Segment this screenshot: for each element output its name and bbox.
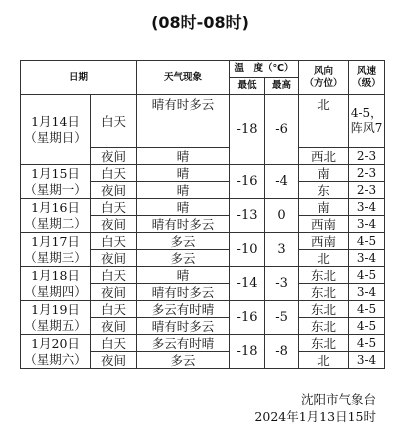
temp-max: -6 — [265, 95, 299, 165]
weather-day: 多云 — [137, 233, 230, 250]
table-row — [21, 267, 385, 284]
period-night: 夜间 — [91, 250, 137, 267]
wind-force-day: 2-3 — [349, 165, 385, 182]
date-cell — [21, 199, 91, 233]
weather-night: 晴 — [137, 182, 230, 199]
temp-max: -5 — [265, 301, 299, 335]
wind-dir-night: 西北 — [299, 148, 349, 165]
weather-day: 多云有时晴 — [137, 301, 230, 318]
period-night: 夜间 — [91, 318, 137, 335]
table-row — [21, 233, 385, 250]
weekday-label: （星期二） — [24, 215, 87, 231]
wind-force-night: 2-3 — [349, 148, 385, 165]
weather-night: 晴有时多云 — [137, 284, 230, 301]
weather-day: 晴 — [137, 267, 230, 284]
wind-dir-night: 北 — [299, 250, 349, 267]
wind-force-day: 3-4 — [349, 199, 385, 216]
header-date: 日期 — [21, 61, 137, 95]
header-wind-direction-line2: （方位） — [304, 77, 343, 89]
date-cell — [21, 267, 91, 301]
period-night: 夜间 — [91, 352, 137, 369]
header-temp-min: 最低 — [230, 78, 265, 95]
wind-dir-day: 东北 — [299, 335, 349, 352]
date-cell — [21, 335, 91, 369]
temp-min: -18 — [230, 335, 265, 369]
period-night: 夜间 — [91, 182, 137, 199]
weather-night: 晴有时多云 — [137, 216, 230, 233]
date-cell — [21, 301, 91, 335]
weather-day: 晴有时多云 — [137, 95, 230, 148]
weekday-label: （星期六） — [24, 351, 87, 367]
weather-night: 晴 — [137, 148, 230, 165]
header-row — [21, 61, 385, 78]
issuer-label: 沈阳市气象台 — [300, 392, 376, 407]
temp-max: -4 — [265, 165, 299, 199]
date-label: 1月15日 — [31, 165, 80, 181]
table-row — [21, 301, 385, 318]
temp-max: -3 — [265, 267, 299, 301]
date-cell — [21, 233, 91, 267]
table-row — [21, 335, 385, 352]
weather-day: 晴 — [137, 165, 230, 182]
wind-dir-night: 北 — [299, 352, 349, 369]
header-wind-direction — [299, 61, 349, 95]
date-label: 1月14日 — [31, 113, 80, 129]
temp-min: -14 — [230, 267, 265, 301]
weather-day: 多云有时晴 — [137, 335, 230, 352]
temp-min: -18 — [230, 95, 265, 165]
wind-dir-day: 东北 — [299, 301, 349, 318]
wind-dir-night: 东北 — [299, 318, 349, 335]
wind-dir-night: 西南 — [299, 216, 349, 233]
period-day: 白天 — [91, 267, 137, 284]
wind-force-day: 4-5 — [349, 267, 385, 284]
weather-night: 晴有时多云 — [137, 318, 230, 335]
temp-min: -13 — [230, 199, 265, 233]
period-day: 白天 — [91, 301, 137, 318]
weekday-label: （星期四） — [24, 283, 87, 299]
forecast-table — [20, 60, 385, 369]
weekday-label: （星期一） — [24, 181, 87, 197]
temp-min: -16 — [230, 165, 265, 199]
period-night: 夜间 — [91, 284, 137, 301]
temp-min: -10 — [230, 233, 265, 267]
wind-force-day: 4-5，阵风7 — [349, 95, 385, 148]
date-label: 1月17日 — [31, 233, 80, 249]
weather-night: 多云 — [137, 352, 230, 369]
weekday-label: （星期日） — [24, 129, 87, 145]
header-wind-direction-line1: 风向 — [314, 65, 334, 77]
wind-force-night: 4-5 — [349, 318, 385, 335]
wind-force-day: 4-5 — [349, 233, 385, 250]
table-row — [21, 199, 385, 216]
temp-max: 0 — [265, 199, 299, 233]
wind-dir-night: 东北 — [299, 284, 349, 301]
wind-dir-day: 东北 — [299, 267, 349, 284]
wind-dir-day: 南 — [299, 199, 349, 216]
weather-night: 多云 — [137, 250, 230, 267]
header-temp-max: 最高 — [265, 78, 299, 95]
period-day: 白天 — [91, 165, 137, 182]
wind-dir-day: 南 — [299, 165, 349, 182]
date-label: 1月19日 — [31, 301, 80, 317]
date-label: 1月20日 — [31, 335, 80, 351]
weekday-label: （星期五） — [24, 317, 87, 333]
weather-day: 晴 — [137, 199, 230, 216]
wind-force-night: 3-4 — [349, 250, 385, 267]
header-temperature: 温 度（℃） — [230, 61, 299, 78]
wind-dir-day: 西南 — [299, 233, 349, 250]
table-row — [21, 165, 385, 182]
header-weather: 天气现象 — [137, 61, 230, 95]
date-label: 1月16日 — [31, 199, 80, 215]
period-day: 白天 — [91, 233, 137, 250]
date-cell — [21, 165, 91, 199]
wind-force-night: 3-4 — [349, 284, 385, 301]
wind-dir-day: 北 — [299, 95, 349, 148]
period-day: 白天 — [91, 199, 137, 216]
temp-max: -8 — [265, 335, 299, 369]
period-night: 夜间 — [91, 148, 137, 165]
period-day: 白天 — [91, 95, 137, 148]
header-wind-force — [349, 61, 385, 95]
period-day: 白天 — [91, 335, 137, 352]
wind-force-night: 2-3 — [349, 182, 385, 199]
page-title: (08时-08时) — [151, 13, 249, 32]
period-night: 夜间 — [91, 216, 137, 233]
wind-force-day: 4-5 — [349, 335, 385, 352]
date-label: 1月18日 — [31, 267, 80, 283]
temp-min: -16 — [230, 301, 265, 335]
header-wind-force-line2: （级） — [352, 77, 381, 89]
issue-time: 2024年1月13日15时 — [254, 409, 376, 424]
weekday-label: （星期三） — [24, 249, 87, 265]
wind-force-night: 3-4 — [349, 216, 385, 233]
temp-max: 3 — [265, 233, 299, 267]
date-cell — [21, 95, 91, 165]
header-wind-force-line1: 风速 — [357, 65, 377, 77]
wind-force-night: 3-4 — [349, 352, 385, 369]
table-row — [21, 95, 385, 148]
wind-force-day: 4-5 — [349, 301, 385, 318]
wind-dir-night: 东 — [299, 182, 349, 199]
